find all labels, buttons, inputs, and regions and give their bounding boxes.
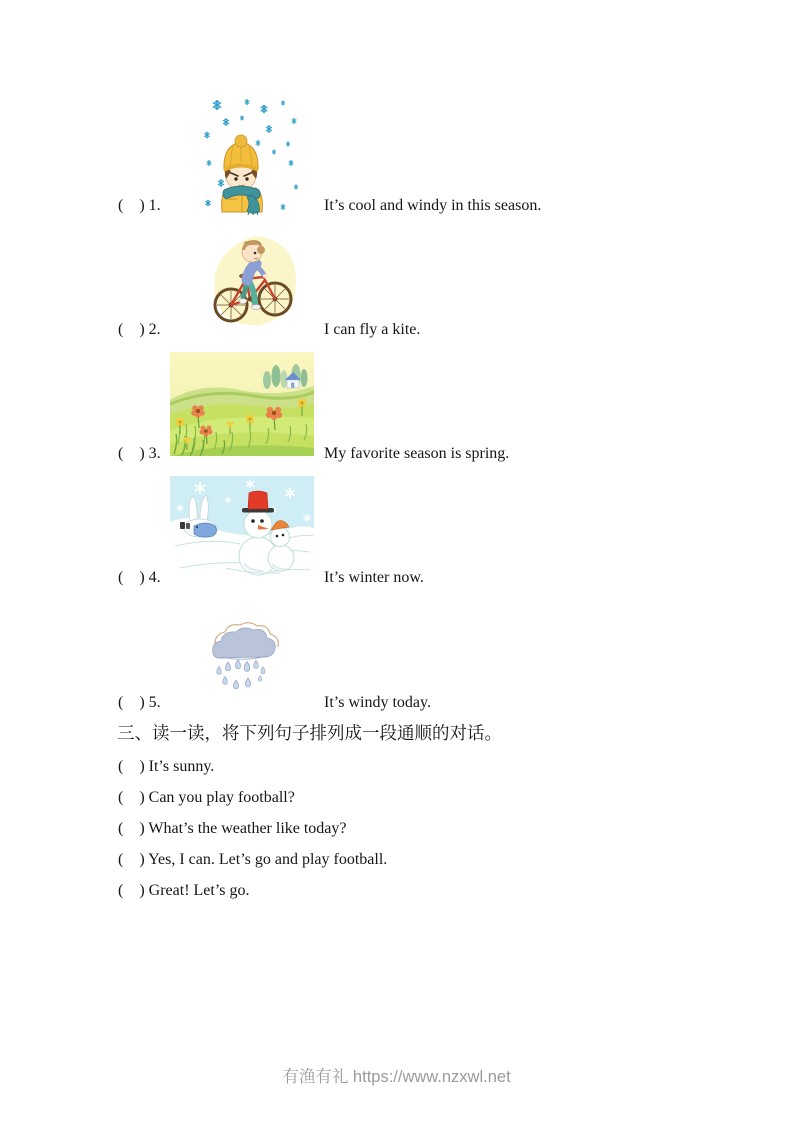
child-riding-bicycle-illustration (205, 233, 300, 328)
footer-watermark (0, 1067, 793, 1087)
match-item-1-sentence: It’s cool and windy in this season. (324, 197, 542, 214)
match-item-4-sentence: It’s winter now. (324, 569, 424, 586)
match-row-2 (0, 320, 793, 340)
dialog-line-3: ( ) What’s the weather like today? (118, 820, 347, 837)
footer-text: 有渔有礼 https://www.nzxwl.net (282, 1068, 511, 1086)
section-three-heading: 三、读一读，将下列句子排列成一段通顺的对话。 (117, 723, 502, 743)
match-item-1-label: ( ) 1. (118, 197, 161, 214)
spring-meadow-illustration (170, 352, 314, 456)
match-item-5-label: ( ) 5. (118, 694, 161, 711)
match-item-3-sentence: My favorite season is spring. (324, 445, 510, 462)
dialog-line-5: ( ) Great! Let’s go. (118, 882, 250, 899)
rain-cloud-illustration (205, 620, 285, 692)
match-item-4-label: ( ) 4. (118, 569, 161, 586)
match-row-4 (0, 568, 793, 588)
match-row-1 (0, 196, 793, 216)
match-item-5-sentence: It’s windy today. (324, 694, 431, 711)
match-item-2-label: ( ) 2. (118, 321, 161, 338)
match-item-3-label: ( ) 3. (118, 445, 161, 462)
match-item-2-sentence: I can fly a kite. (324, 321, 421, 338)
match-row-5 (0, 693, 793, 713)
snowman-winter-illustration (170, 476, 314, 578)
dialog-line-1: ( ) It’s sunny. (118, 758, 215, 775)
match-row-3 (0, 444, 793, 464)
dialog-line-2: ( ) Can you play football? (118, 789, 295, 806)
dialog-line-4: ( ) Yes, I can. Let’s go and play football. (118, 851, 388, 868)
